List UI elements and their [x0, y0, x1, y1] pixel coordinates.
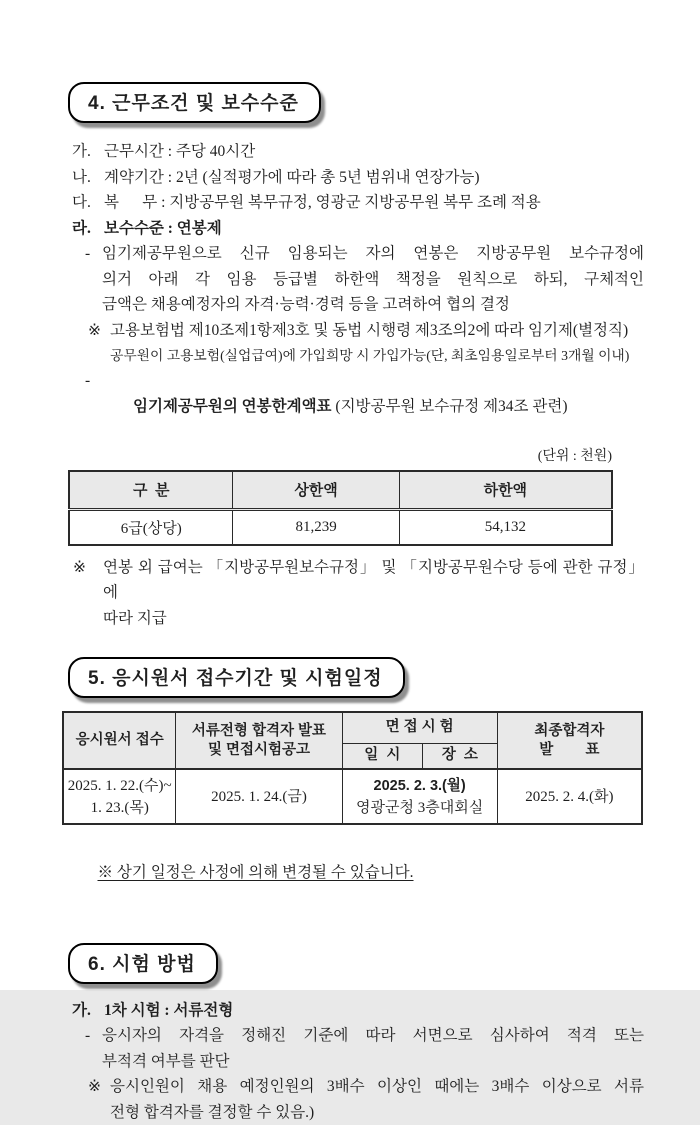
schedule-row [63, 769, 642, 824]
contract-period-line [72, 165, 644, 191]
subcolumn-header-datetime: 일 시 [342, 743, 422, 769]
duty-line [72, 190, 644, 216]
column-header-final-result [497, 712, 642, 769]
employment-insurance-note [88, 318, 644, 369]
work-hours-line [72, 139, 644, 165]
table-header-row [63, 712, 642, 743]
salary-table-caption [85, 368, 644, 445]
note-line: 연봉 외 급여는 「지방공무원보수규정」 및 「지방공무원수당 등에 관한 규정」에 [103, 555, 644, 606]
item-label: 라. [72, 216, 104, 242]
document-result-cell: 2025. 1. 24.(금) [176, 769, 342, 824]
header-line: 및 면접시험공고 [176, 741, 341, 760]
item-text: 1차 시험 : 서류전형 [104, 998, 233, 1024]
paragraph-line: 부적격 여부를 판단 [102, 1049, 644, 1075]
dash-marker: - [85, 368, 102, 445]
application-period-cell [63, 769, 176, 824]
item-text: 근무시간 : 주당 40시간 [104, 139, 255, 165]
paragraph-line: 응시자의 자격을 정해진 기준에 따라 서면으로 심사하여 적격 또는 [102, 1023, 644, 1049]
column-header-application: 응시원서 접수 [63, 712, 176, 769]
document-screening-detail [85, 1023, 644, 1074]
caption-bold: 임기제공무원의 연봉한계액표 [133, 398, 332, 415]
item-label: 가. [72, 998, 104, 1024]
item-label: 가. [72, 139, 104, 165]
table-header-row [69, 471, 612, 510]
item-text: 계약기간 : 2년 (실적평가에 따라 총 5년 범위내 연장가능) [104, 165, 480, 191]
underlined-note-text: ※ 상기 일정은 사정에 의해 변경될 수 있습니다. [98, 864, 414, 881]
header-line: 서류전형 합격자 발표 [176, 722, 341, 741]
pay-level-line [72, 216, 644, 242]
upper-limit-cell: 81,239 [233, 510, 399, 545]
note-line: 전형 합격자를 결정할 수 있음.) [110, 1100, 644, 1125]
reference-marker: ※ [88, 1074, 110, 1125]
grade-cell: 6급(상당) [69, 510, 233, 545]
table-row [69, 510, 612, 545]
applicant-multiple-note [88, 1074, 644, 1125]
section6-heading: 6. 시험 방법 [68, 943, 218, 984]
schedule-change-note [82, 834, 644, 911]
column-header-interview: 면 접 시 험 [342, 712, 497, 743]
dash-marker: - [85, 241, 102, 318]
cell-line: 1. 23.(목) [64, 797, 175, 819]
paragraph-line: 임기제공무원으로 신규 임용되는 자의 연봉은 지방공무원 보수규정에 [102, 241, 644, 267]
caption-rest: (지방공무원 보수규정 제34조 관련) [332, 398, 568, 415]
interview-place: 영광군청 3층대회실 [343, 797, 497, 819]
note-line: 응시인원이 채용 예정인원의 3배수 이상인 때에는 3배수 이상으로 서류 [110, 1074, 644, 1100]
section5-heading: 5. 응시원서 접수기간 및 시험일정 [68, 657, 405, 698]
salary-explanation [85, 241, 644, 318]
column-header-document-result [176, 712, 342, 769]
cell-line: 2025. 1. 22.(수)~ [64, 775, 175, 797]
column-header-category: 구 분 [69, 471, 233, 510]
note-line: 고용보험법 제10조제1항제3호 및 동법 시행령 제3조의2에 따라 임기제(별정직) [110, 318, 644, 344]
paragraph-line: 금액은 채용예정자의 자격·능력·경력 등을 고려하여 협의 결정 [102, 292, 644, 318]
header-line: 최종합격자 [498, 722, 641, 741]
note-line: 따라 지급 [103, 606, 644, 632]
lower-limit-cell: 54,132 [399, 510, 612, 545]
item-label: 나. [72, 165, 104, 191]
note-line: 공무원이 고용보험(실업급여)에 가입희망 시 가입가능(단, 최초임용일로부터 3개월 이내) [110, 343, 644, 368]
column-header-upper-limit: 상한액 [233, 471, 399, 510]
paragraph-line: 의거 아래 각 임용 등급별 하한액 책정을 원칙으로 하되, 구체적인 [102, 267, 644, 293]
item-text: 복 무 : 지방공무원 복무규정, 영광군 지방공무원 복무 조례 적용 [104, 190, 541, 216]
reference-marker: ※ [88, 318, 110, 369]
column-header-lower-limit: 하한액 [399, 471, 612, 510]
first-exam-line [72, 998, 644, 1024]
unit-note: (단위 : 천원) [60, 447, 644, 467]
section4-heading: 4. 근무조건 및 보수수준 [68, 82, 321, 123]
interview-cell [342, 769, 497, 824]
salary-limit-table [68, 470, 613, 546]
item-label: 다. [72, 190, 104, 216]
header-line: 발 표 [498, 741, 641, 760]
reference-marker: ※ [73, 555, 103, 632]
exam-schedule-table [62, 711, 643, 825]
subcolumn-header-place: 장 소 [423, 743, 498, 769]
interview-date: 2025. 2. 3.(월) [343, 775, 497, 797]
other-pay-note [73, 555, 644, 632]
final-result-cell: 2025. 2. 4.(화) [497, 769, 642, 824]
dash-marker: - [85, 1023, 102, 1074]
item-text: 보수수준 : 연봉제 [104, 216, 222, 242]
